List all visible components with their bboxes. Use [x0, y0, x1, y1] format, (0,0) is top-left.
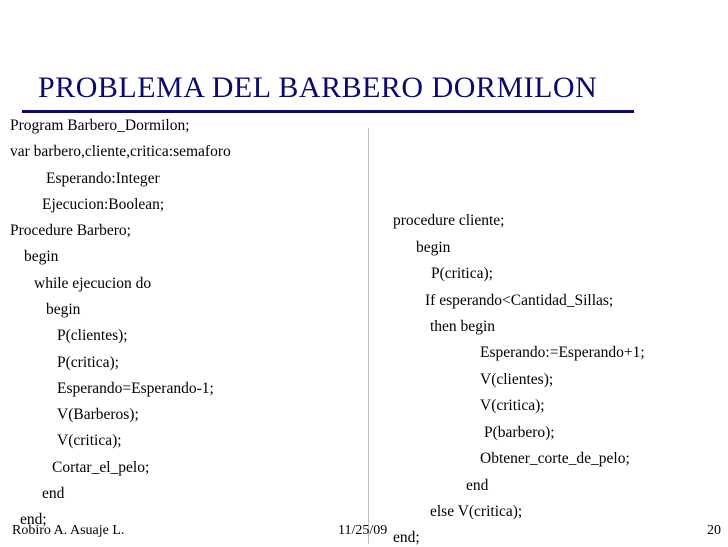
code-line: Obtener_corte_de_pelo;	[480, 450, 630, 467]
code-line: end	[466, 477, 489, 494]
code-line: V(clientes);	[480, 371, 554, 388]
code-line: end;	[20, 511, 47, 528]
slide-title: PROBLEMA DEL BARBERO DORMILON	[38, 71, 598, 104]
footer-date: 11/25/09	[338, 523, 388, 538]
code-line: procedure cliente;	[393, 212, 505, 229]
code-line: P(barbero);	[484, 424, 555, 441]
code-line: Cortar_el_pelo;	[52, 459, 150, 476]
code-line: then begin	[430, 318, 495, 335]
code-line: begin	[416, 239, 451, 256]
code-line: Ejecucion:Boolean;	[42, 196, 165, 213]
code-line: Esperando=Esperando-1;	[57, 380, 214, 397]
footer-author: Robiro A. Asuaje L.	[12, 523, 125, 538]
code-line: end;	[393, 529, 420, 546]
code-line: Esperando:=Esperando+1;	[480, 344, 645, 361]
code-line: P(clientes);	[57, 327, 128, 344]
code-line: Esperando:Integer	[46, 170, 160, 187]
code-line: end	[42, 485, 65, 502]
code-line: P(critica);	[57, 354, 119, 371]
title-underline	[22, 110, 634, 113]
code-line: P(critica);	[431, 265, 493, 282]
code-line: V(critica);	[480, 397, 545, 414]
code-line: else V(critica);	[430, 503, 523, 520]
column-divider	[368, 128, 369, 544]
code-line: V(Barberos);	[57, 406, 139, 423]
code-line: while ejecucion do	[34, 275, 152, 292]
footer-page-number: 20	[707, 523, 721, 538]
code-line: V(critica);	[57, 432, 122, 449]
code-line: begin	[24, 248, 59, 265]
code-line: If esperando<Cantidad_Sillas;	[425, 292, 614, 309]
code-line: var barbero,cliente,critica:semaforo	[10, 143, 231, 160]
code-line: Program Barbero_Dormilon;	[10, 117, 190, 134]
code-line: Procedure Barbero;	[10, 222, 131, 239]
code-line: begin	[46, 301, 81, 318]
